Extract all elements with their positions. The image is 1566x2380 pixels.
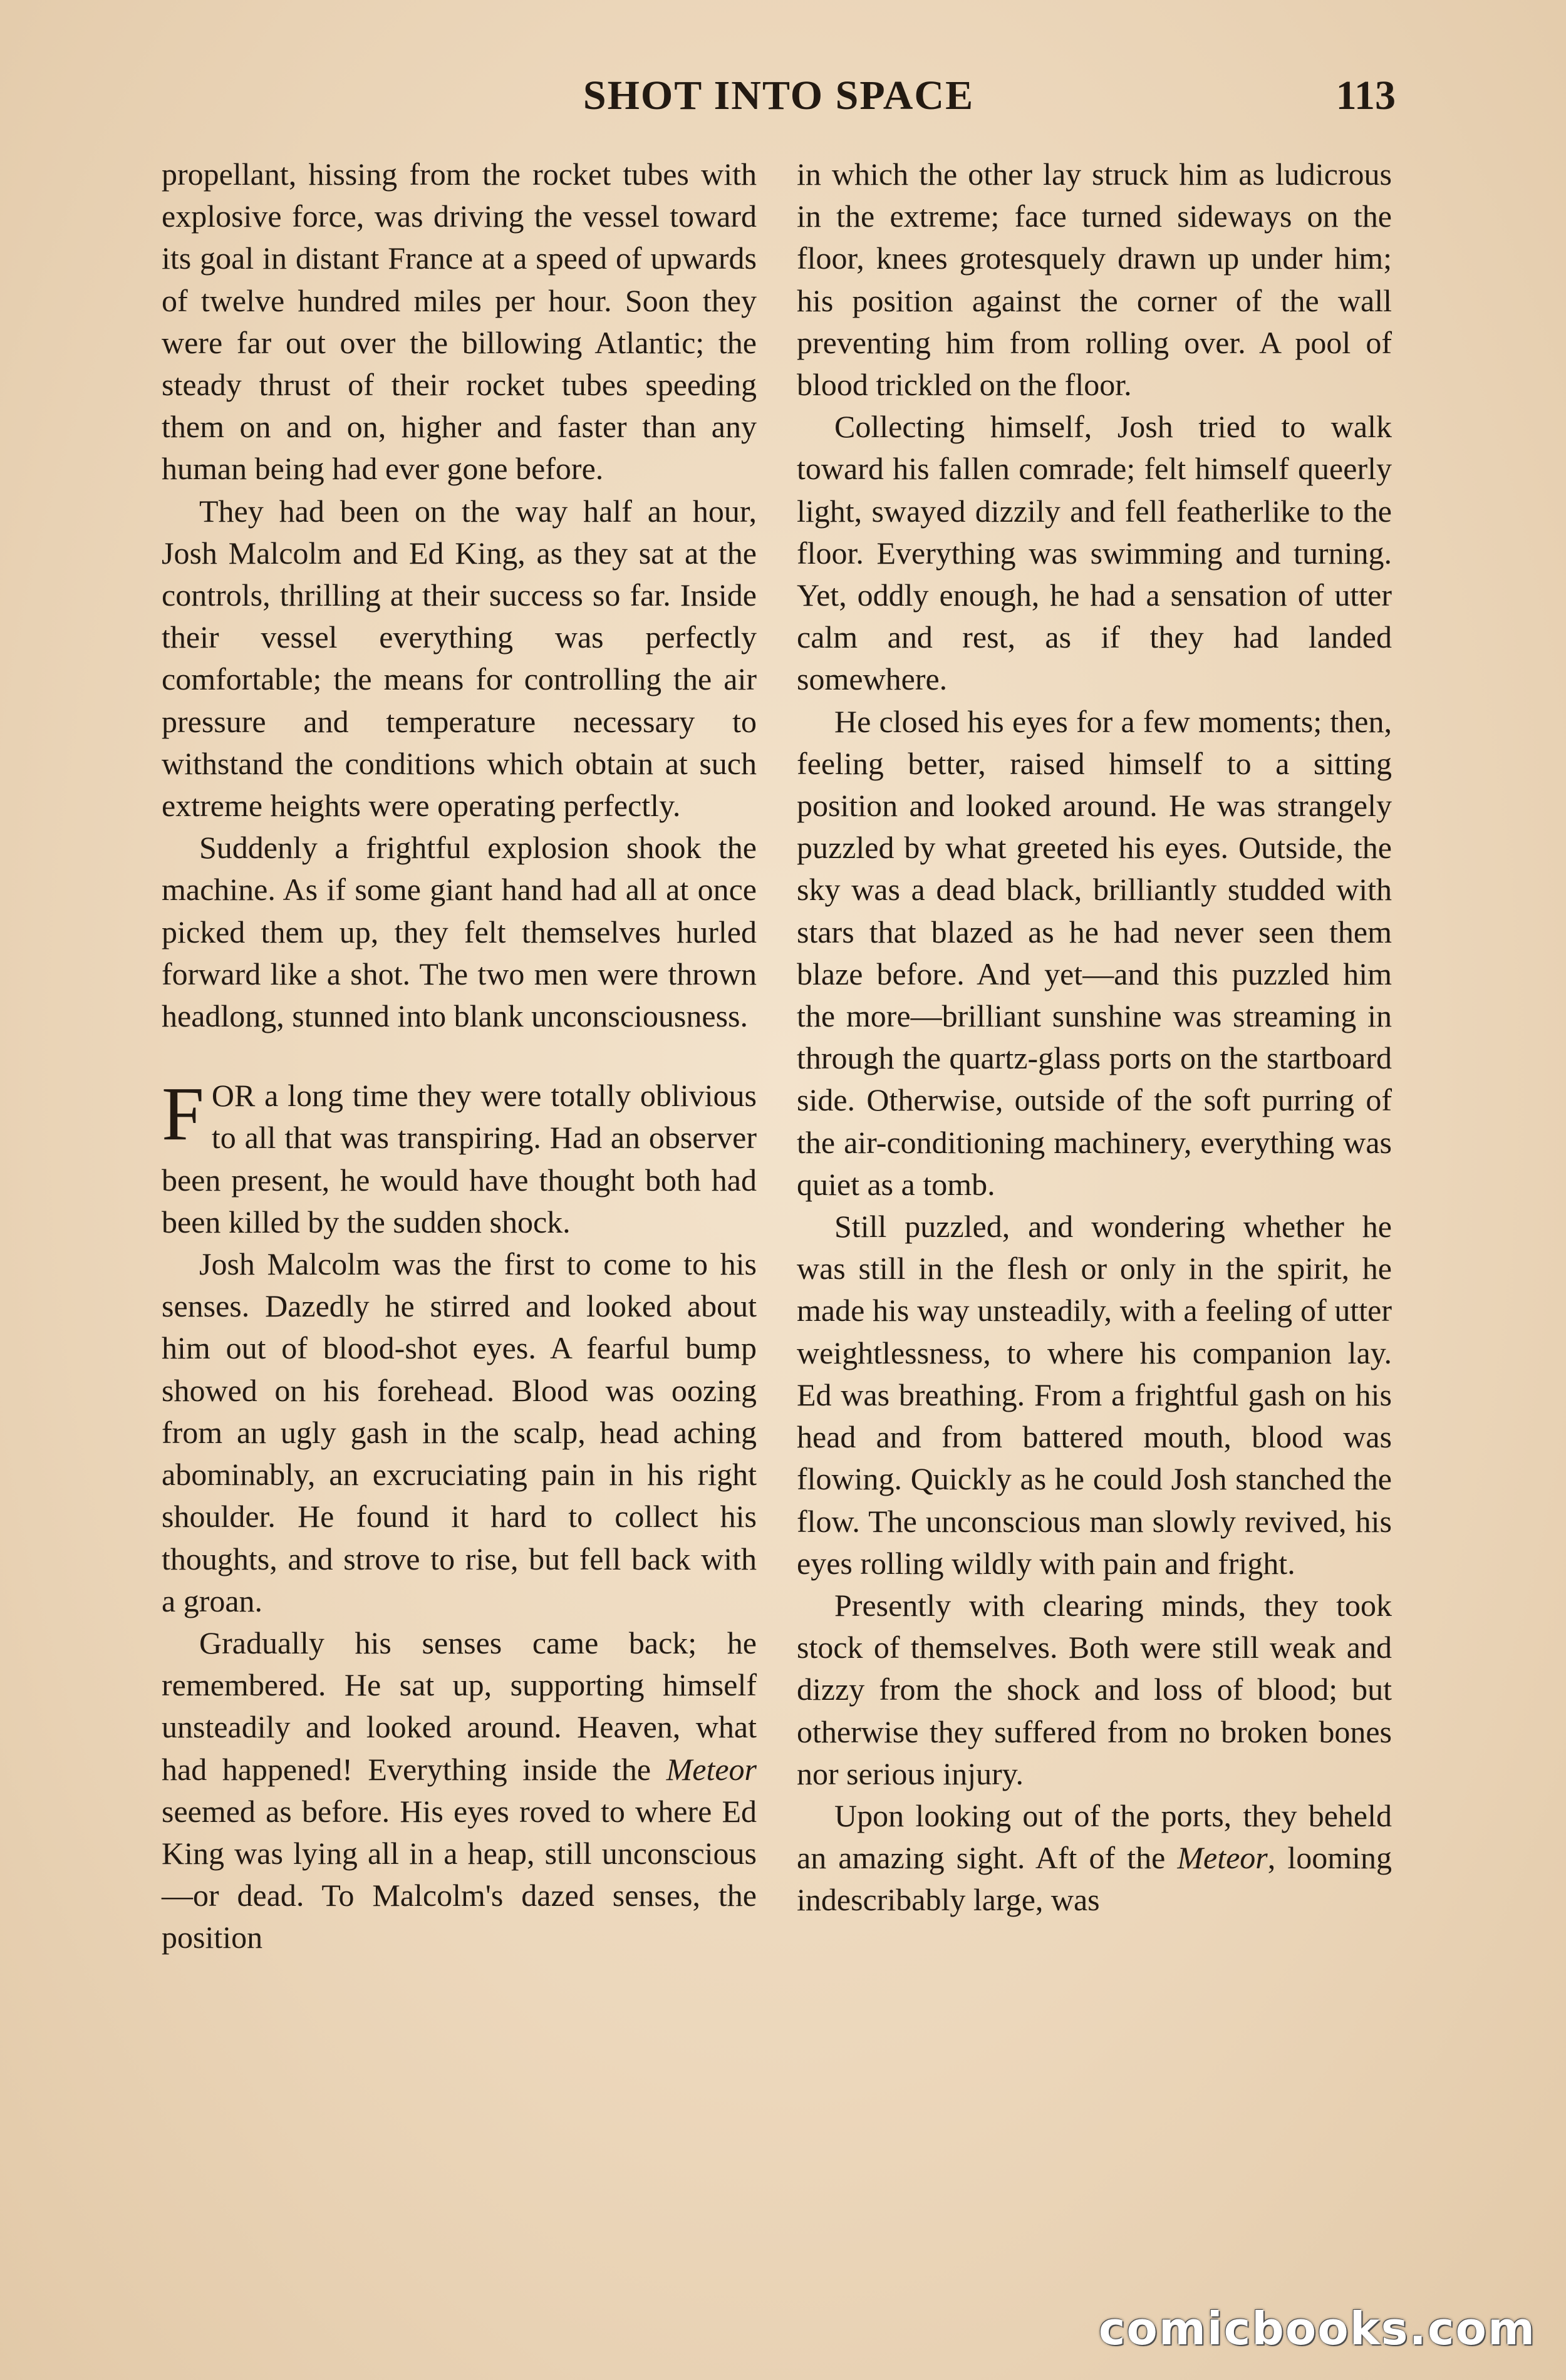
section-paragraph xyxy=(162,1072,757,1243)
paragraph xyxy=(797,1795,1392,1922)
ship-name: Meteor xyxy=(666,1751,757,1787)
paragraph-text: Gradually his senses came back; he remembered. He sat up, supporting himself unsteadily and looked around. Heaven, what had happened! Everything inside the xyxy=(162,1625,757,1787)
paragraph: Suddenly a frightful explosion shook the machine. As if some giant hand had all at once picked them up, they felt themselves hurled forward like a shot. The two men were thrown headlong, stunned into blank unconsciousness. xyxy=(162,830,757,1034)
running-title: SHOT INTO SPACE xyxy=(583,73,975,118)
watermark: comicbooks.com xyxy=(1098,2302,1536,2355)
paragraph: propellant, hissing from the rocket tubes with explosive force, was driving the vessel toward its goal in distant France at a speed of upwards of twelve hundred miles per hour. Soon they were far out over the billowing Atlantic; the steady thrust of their rocket tubes speeding them on and on, higher and faster than any human being had ever gone before. xyxy=(162,157,757,487)
paragraph: Collecting himself, Josh tried to walk toward his fallen comrade; felt himself queerly light, swayed dizzily and fell featherlike to the floor. Everything was swimming and turning. Yet, oddly enough, he had a sensation of utter calm and rest, as if they had landed somewhere. xyxy=(797,409,1392,697)
right-column xyxy=(797,153,1392,1922)
paragraph: He closed his eyes for a few moments; then, feeling better, raised himself to a sitting position and looked around. He was strangely puzzled by what greeted his eyes. Outside, the sky was a dead black, brilliantly studded with stars that blazed as he had never seen them blaze before. And yet—and this puzzled him the more—brilliant sunshine was streaming in through the quartz-glass ports on the startboard side. Otherwise, outside of the soft purring of the air-conditioning machinery, everything was quiet as a tomb. xyxy=(797,703,1392,1202)
paragraph-text: Upon looking out of the ports, they beheld an amazing sight. Aft of the xyxy=(797,1798,1392,1876)
page-number: 113 xyxy=(1335,73,1396,118)
paragraph-text: OR a long time they were totally oblivious to all that was transpiring. Had an observer been present, he would have thought both had been killed by the sudden shock. xyxy=(162,1078,757,1239)
left-column xyxy=(162,153,757,1959)
running-head xyxy=(162,68,1396,124)
paragraph xyxy=(162,1622,757,1959)
paragraph: They had been on the way half an hour, Josh Malcolm and Ed King, as they sat at the controls, thrilling at their success so far. Inside their vessel everything was perfectly comfortable; the means for controlling the air pressure and temperature necessary to withstand the conditions which obtain at such extreme heights were operating perfectly. xyxy=(162,493,757,824)
paragraph: Presently with clearing minds, they took stock of themselves. Both were still weak and dizzy from the shock and loss of blood; but otherwise they suffered from no broken bones nor serious injury. xyxy=(797,1587,1392,1791)
drop-cap: F xyxy=(162,1072,204,1157)
paragraph-text: , looming indescribably large, was xyxy=(797,1840,1392,1918)
paragraph-text: seemed as before. His eyes roved to where Ed King was lying all in a heap, still unconscious—or dead. To Malcolm's dazed senses, the position xyxy=(162,1793,757,1955)
ship-name: Meteor xyxy=(1177,1840,1268,1876)
paragraph: Still puzzled, and wondering whether he was still in the flesh or only in the spirit, he made his way unsteadily, with a feeling of utter weightlessness, to where his companion lay. Ed was breathing. From a frightful gash on his head and from battered mouth, blood was flowing. Quickly as he could Josh stanched the flow. The unconscious man slowly revived, his eyes rolling wildly with pain and fright. xyxy=(797,1209,1392,1581)
paragraph: in which the other lay struck him as ludicrous in the extreme; face turned sideways on the floor, knees grotesquely drawn up under him; his position against the corner of the wall preventing him from rolling over. A pool of blood trickled on the floor. xyxy=(797,157,1392,403)
paragraph: Josh Malcolm was the first to come to his senses. Dazedly he stirred and looked about him out of blood-shot eyes. A fearful bump showed on his forehead. Blood was oozing from an ugly gash in the scalp, head aching abominably, an excruciating pain in his right shoulder. He found it hard to collect his thoughts, and strove to rise, but fell back with a groan. xyxy=(162,1246,757,1618)
